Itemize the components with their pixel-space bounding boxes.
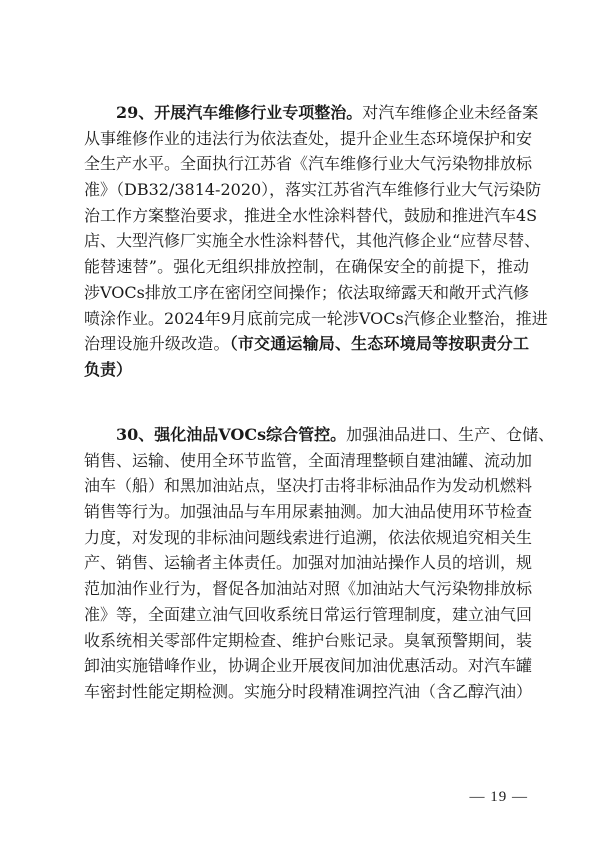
paragraph-line: 范加油作业行为，督促各加油站对照《加油站大气污染物排放标 xyxy=(84,579,533,599)
paragraph-line: 喷涂作业。2024年9月底前完成一轮涉VOCs汽修企业整治，推进 xyxy=(84,308,548,328)
paragraph-line: 全生产水平。全面执行江苏省《汽车维修行业大气污染物排放标 xyxy=(84,154,533,174)
paragraph-line: 销售等行为。加强油品与车用尿素抽测。加大油品使用环节检查 xyxy=(84,502,533,522)
page-number: — 19 — xyxy=(469,789,528,805)
responsibility-note: 负责） xyxy=(84,359,133,379)
paragraph-line: 车密封性能定期检测。实施分时段精准调控汽油（含乙醇汽油） xyxy=(84,681,533,701)
paragraph-line: 收系统相关零部件定期检查、维护台账记录。臭氧预警期间，装 xyxy=(84,630,533,650)
paragraph-line: 治理设施升级改造。（市交通运输局、生态环境局等按职责分工 xyxy=(84,334,529,354)
paragraph-line: 店、大型汽修厂实施全水性涂料替代，其他汽修企业“应替尽替、 xyxy=(84,231,541,251)
paragraph-line: 30、强化油品VOCs综合管控。加强油品进口、生产、仓储、 xyxy=(116,425,555,444)
paragraph-line: 准》等，全面建立油气回收系统日常运行管理制度，建立油气回 xyxy=(84,604,533,624)
paragraph-line: 从事维修作业的违法行为依法查处，提升企业生态环境保护和安 xyxy=(84,128,533,148)
paragraph-29 xyxy=(84,100,548,383)
responsibility-note: （市交通运输局、生态环境局等按职责分工 xyxy=(229,334,529,354)
paragraph-line: 29、开展汽车维修行业专项整治。对汽车维修企业未经备案 xyxy=(116,103,539,122)
paragraph-30 xyxy=(84,422,555,705)
paragraph-line: 卸油实施错峰作业，协调企业开展夜间加油优惠活动。对汽车罐 xyxy=(84,656,533,676)
paragraph-line: 油车（船）和黑加油站点，坚决打击将非标油品作为发动机燃料 xyxy=(84,476,533,496)
paragraph-line: 治工作方案整治要求，推进全水性涂料替代，鼓励和推进汽车4S xyxy=(84,205,538,225)
paragraph-line: 准》（DB32/3814-2020），落实江苏省汽车维修行业大气污染防 xyxy=(84,180,542,200)
paragraph-line: 力度，对发现的非标油问题线索进行追溯，依法依规追究相关生 xyxy=(84,527,533,547)
paragraph-line: 产、销售、运输者主体责任。加强对加油站操作人员的培训，规 xyxy=(84,553,533,573)
paragraph-line: 销售、运输、使用全环节监管，全面清理整顿自建油罐、流动加 xyxy=(84,450,533,470)
paragraph-heading: 30、强化油品VOCs综合管控。 xyxy=(116,425,347,444)
paragraph-heading: 29、开展汽车维修行业专项整治。 xyxy=(116,103,363,122)
paragraph-line: 能替速替”。强化无组织排放控制，在确保安全的前提下，推动 xyxy=(84,257,529,277)
paragraph-line: 涉VOCs排放工序在密闭空间操作；依法取缔露天和敞开式汽修 xyxy=(84,282,529,302)
